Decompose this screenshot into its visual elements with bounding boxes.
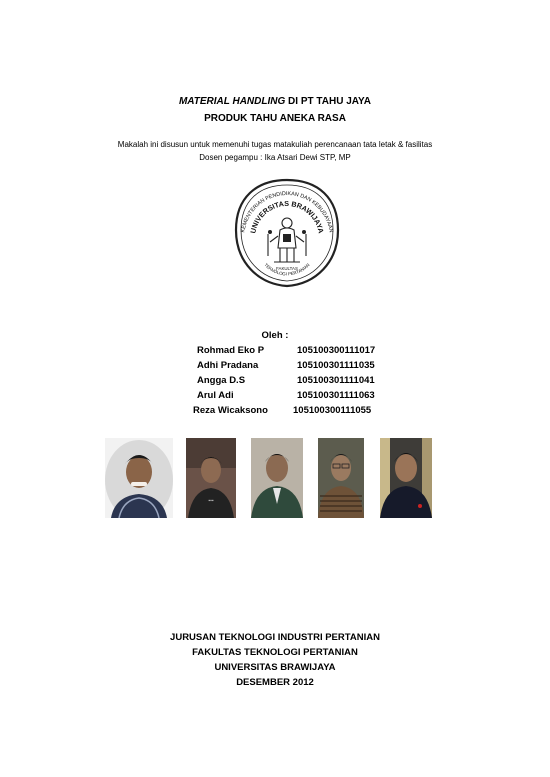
seal-outer-text: KEMENTERIAN PENDIDIKAN DAN KEBUDAYAAN [240, 190, 334, 234]
member-nim: 105100300111055 [293, 405, 372, 416]
member-name: Arul Adi [197, 390, 234, 401]
title-italic: MATERIAL HANDLING [178, 96, 286, 107]
document-subtitle: PRODUK TAHU ANEKA RASA [204, 113, 346, 124]
member-nim: 105100300111017 [297, 345, 376, 356]
svg-text:▪▪▪: ▪▪▪ [208, 498, 214, 504]
member-name: Rohmad Eko P [197, 345, 265, 356]
lecturer-line: Dosen pegampu : Ika Atsari Dewi STP, MP [199, 153, 351, 162]
member-name: Reza Wicaksono [193, 405, 268, 416]
member-photo [105, 438, 173, 518]
member-nim: 105100301111063 [297, 390, 375, 401]
department-line: JURUSAN TEKNOLOGI INDUSTRI PERTANIAN [170, 632, 380, 643]
member-nim: 105100301111041 [297, 375, 375, 386]
university-line: UNIVERSITAS BRAWIJAYA [214, 662, 336, 673]
date-line: DESEMBER 2012 [236, 677, 314, 688]
document-title [0, 96, 550, 107]
member-photo [380, 438, 432, 518]
authored-by-label: Oleh : [261, 330, 289, 341]
member-name: Angga D.S [197, 375, 246, 386]
member-photo [251, 438, 303, 518]
member-nim: 105100301111035 [297, 360, 375, 371]
member-photo [318, 438, 364, 518]
university-seal-logo [230, 176, 344, 290]
member-name: Adhi Pradana [197, 360, 259, 371]
member-photo [186, 438, 236, 518]
purpose-line: Makalah ini disusun untuk memenuhi tugas matakuliah perencanaan tata letak & fasilitas [117, 140, 433, 149]
seal-faculty-label: FAKULTAS [276, 266, 298, 271]
seal-university-text: UNIVERSITAS BRAWIJAYA [248, 198, 326, 235]
seal-faculty-name: TEKNOLOGI PERTANIAN [263, 262, 311, 277]
title-rest: DI PT TAHU JAYA [285, 96, 372, 107]
faculty-line: FAKULTAS TEKNOLOGI PERTANIAN [192, 647, 358, 658]
